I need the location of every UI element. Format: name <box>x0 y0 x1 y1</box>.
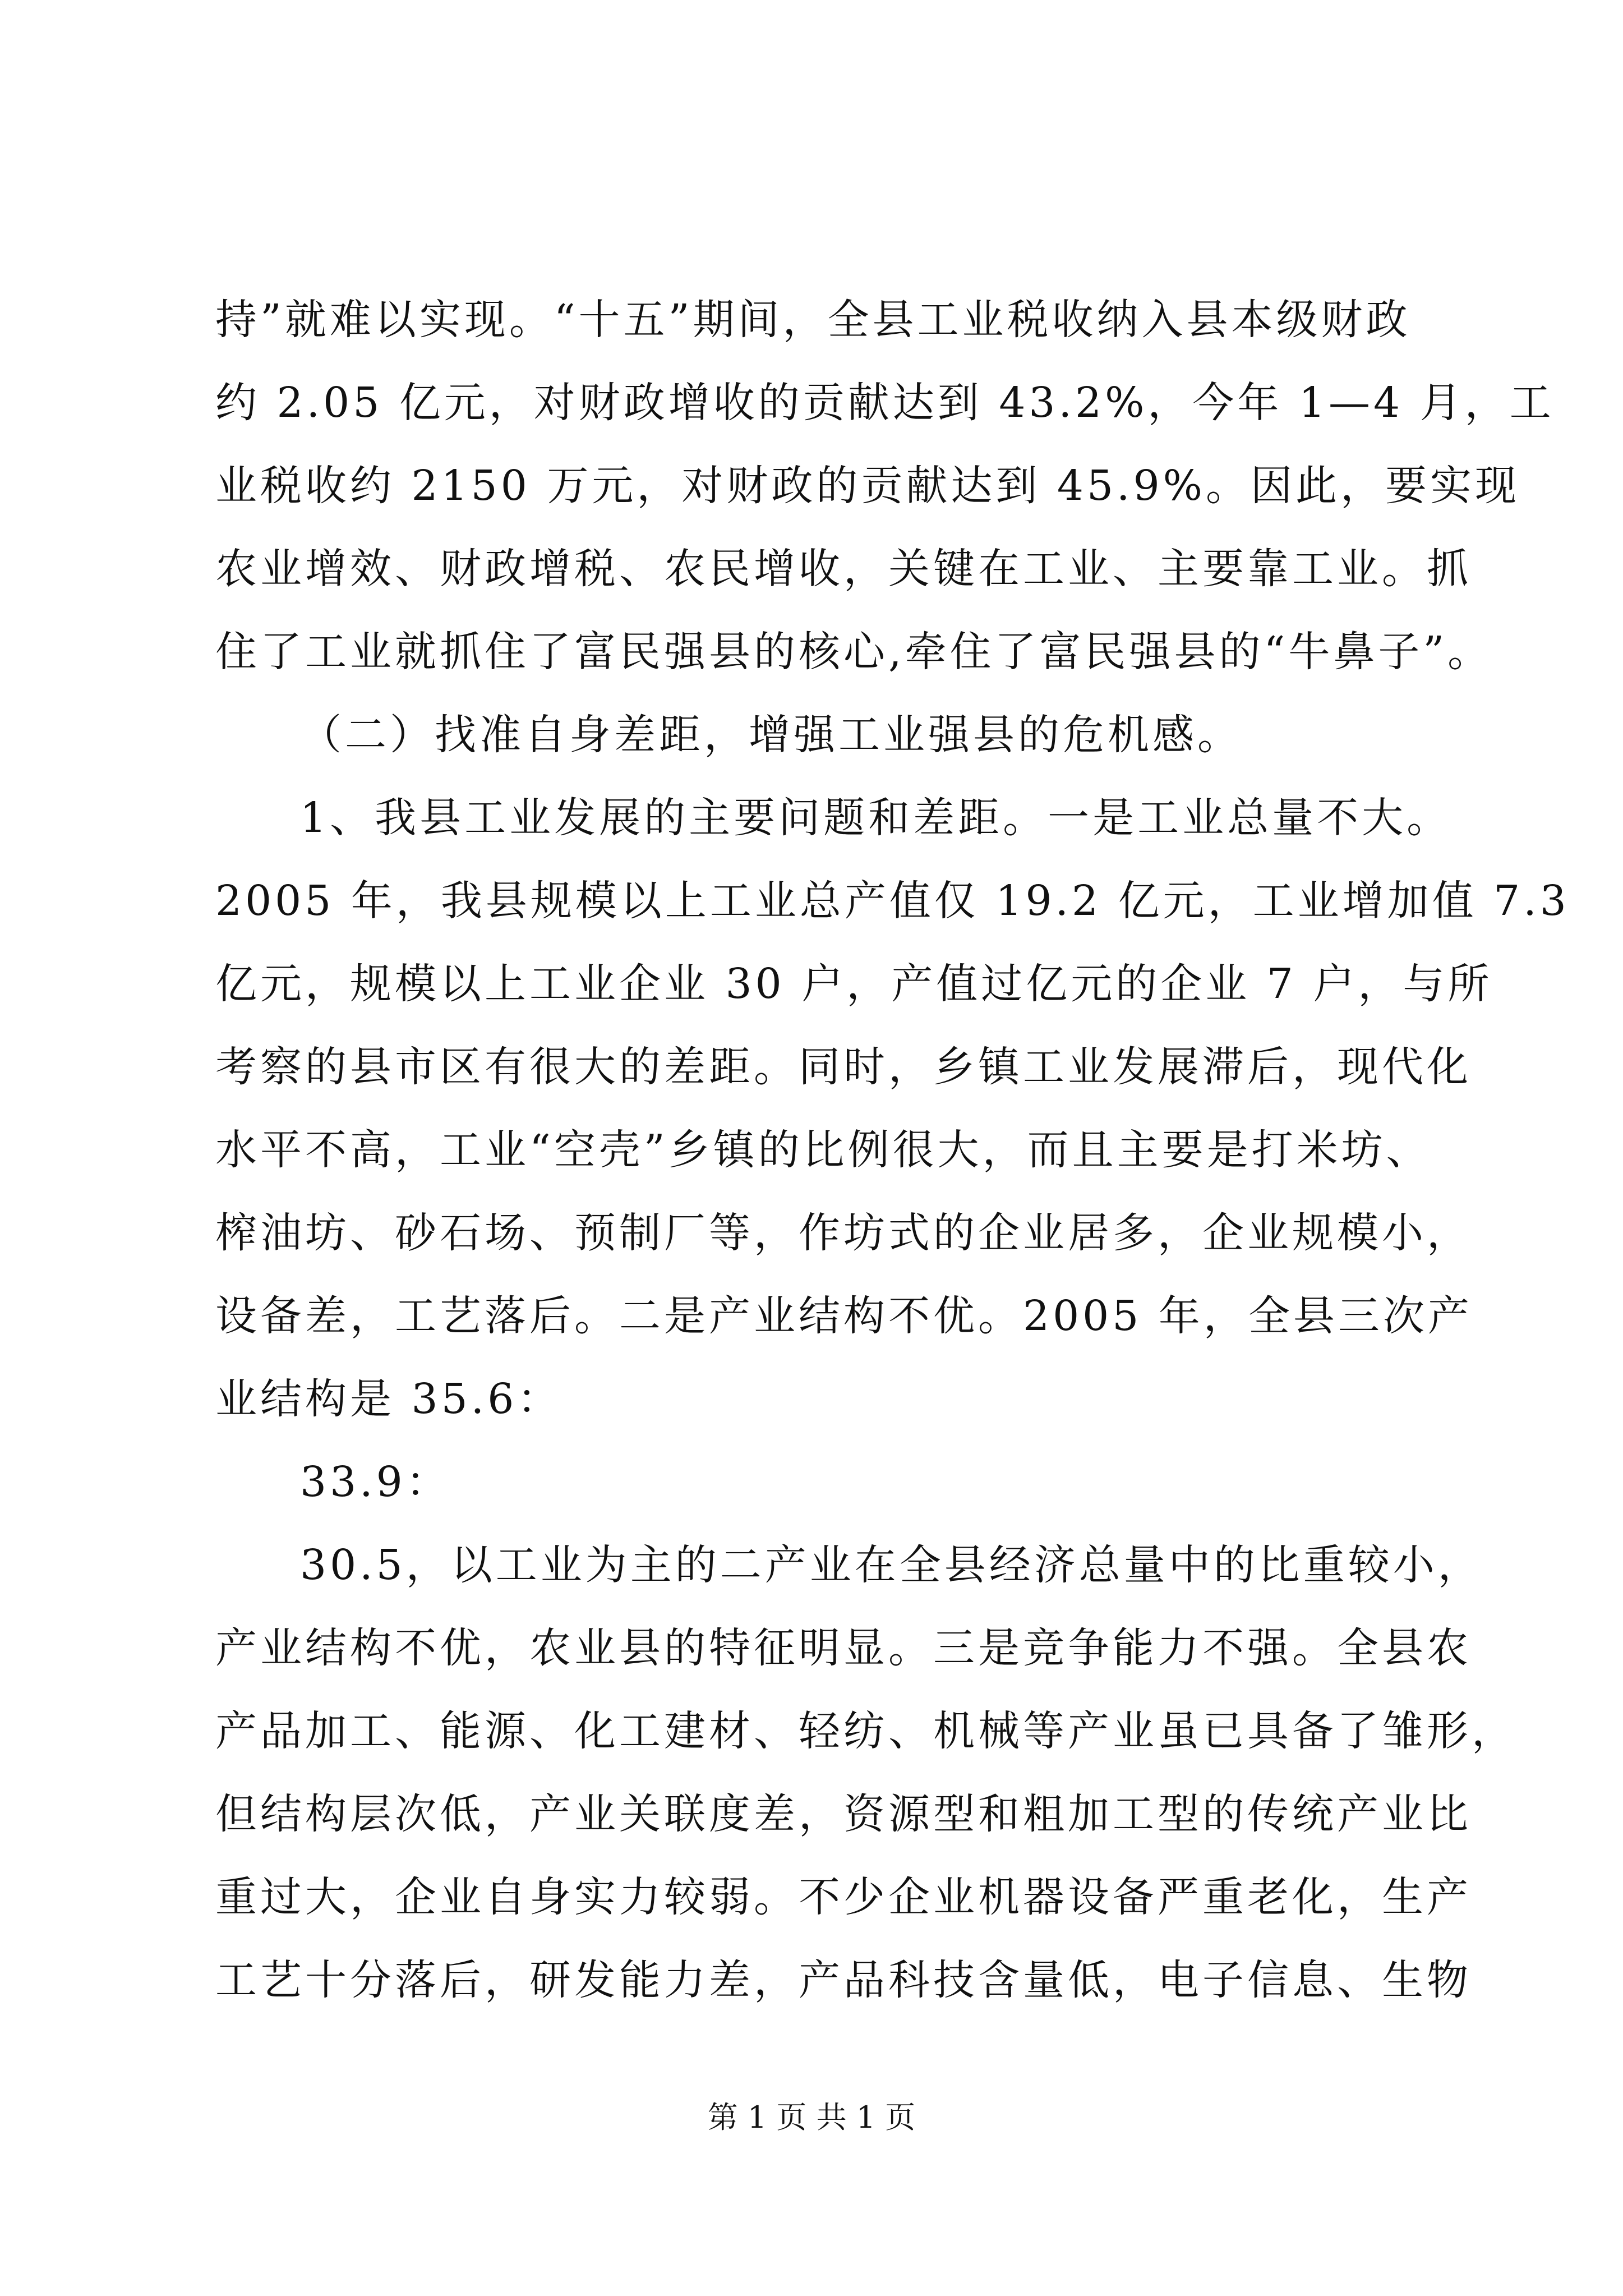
text-line: 设备差，工艺落后。二是产业结构不优。2005 年，全县三次产 <box>215 1292 1473 1340</box>
text-line: 榨油坊、砂石场、预制厂等，作坊式的企业居多，企业规模小， <box>215 1209 1472 1257</box>
text-line: 水平不高，工业“空壳”乡镇的比例很大，而且主要是打米坊、 <box>215 1126 1431 1174</box>
text-line: 重过大，企业自身实力较弱。不少企业机器设备严重老化，生产 <box>215 1873 1472 1921</box>
text-line: 30.5，以工业为主的二产业在全县经济总量中的比重较小， <box>300 1541 1483 1589</box>
text-line: 产业结构不优，农业县的特征明显。三是竞争能力不强。全县农 <box>215 1624 1472 1672</box>
section-heading: （二）找准自身差距，增强工业强县的危机感。 <box>300 711 1242 759</box>
text-line: 业结构是 35.6： <box>215 1375 562 1423</box>
text-line: 产品加工、能源、化工建材、轻纺、机械等产业虽已具备了雏形， <box>215 1707 1516 1755</box>
page-footer: 第 1 页 共 1 页 <box>707 2100 916 2135</box>
text-line: 亿元，规模以上工业企业 30 户，产值过亿元的企业 7 户，与所 <box>215 960 1493 1008</box>
text-line: 农业增效、财政增税、农民增收，关键在工业、主要靠工业。抓 <box>215 545 1472 593</box>
text-line: 1、我县工业发展的主要问题和差距。一是工业总量不大。 <box>300 794 1452 842</box>
text-line: 但结构层次低，产业关联度差，资源型和粗加工型的传统产业比 <box>215 1790 1472 1838</box>
text-line: 考察的县市区有很大的差距。同时，乡镇工业发展滞后，现代化 <box>215 1043 1472 1091</box>
text-line: 业税收约 2150 万元，对财政的贡献达到 45.9%。因此，要实现 <box>215 462 1520 510</box>
text-line: 工艺十分落后，研发能力差，产品科技含量低，电子信息、生物 <box>215 1956 1472 2004</box>
text-line: 33.9： <box>300 1458 451 1506</box>
text-line: 2005 年，我县规模以上工业总产值仅 19.2 亿元，工业增加值 7.3 <box>215 877 1570 925</box>
text-line: 约 2.05 亿元，对财政增收的贡献达到 43.2%，今年 1—4 月，工 <box>215 379 1555 427</box>
text-line: 持”就难以实现。“十五”期间，全县工业税收纳入县本级财政 <box>215 296 1411 344</box>
text-line: 住了工业就抓住了富民强县的核心,牵住了富民强县的“牛鼻子”。 <box>215 628 1493 676</box>
